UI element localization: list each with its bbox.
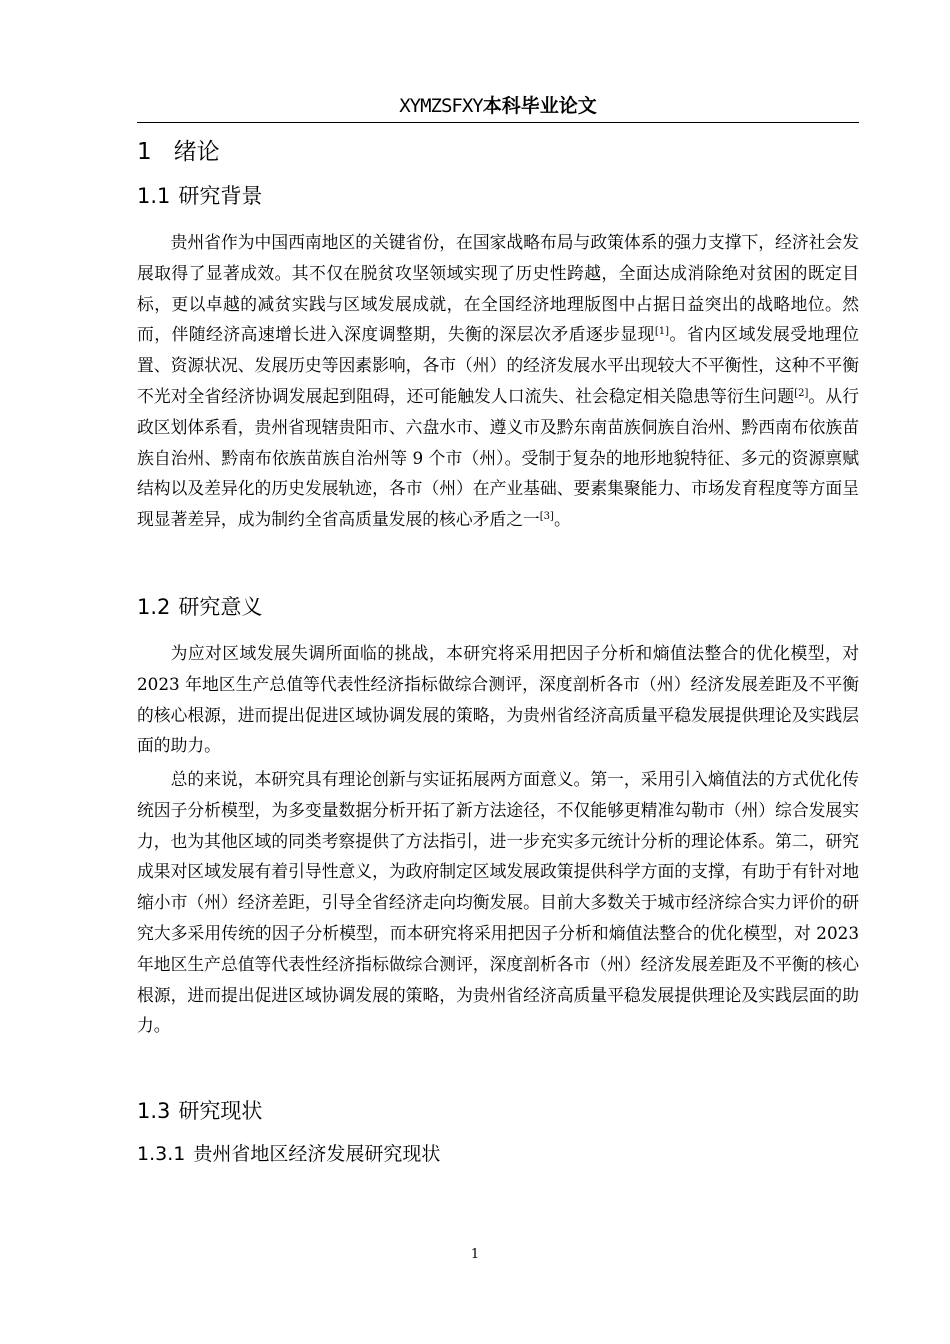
paragraph-text: 总的来说，本研究具有理论创新与实证拓展两方面意义。第一，采用引入熵值法的方式优化传统因子分析模型，为多变量数据分析开拓了新方法途径，不仅能够更精准勾勒市（州）综合发展实力，也为其他区域的同类考察提供了方法指引，进一步充实多元统计分析的理论体系。第二，研究成果对区域发展有着引导性意义，为政府制定区域发展政策提供科学方面的支撑，有助于有针对地缩小市（州）经济差距，引导全省经济走向均衡发展。目前大多数关于城市经济综合实力评价的研究大多采用传统的因子分析模型，而本研究将采用把因子分析和熵值法整合的优化模型，对 2023 年地区生产总值等代表性经济指标做综合测评，深度剖析各市（州）经济发展差距及不平衡的核心根源，进而提出促进区域协调发展的策略，为贵州省经济高质量平稳发展提供理论及实践层面的助力。 bbox=[137, 769, 859, 1036]
page-number: 1 bbox=[470, 1247, 480, 1262]
citation-ref-2: [2] bbox=[794, 387, 809, 399]
significance-paragraph-1 bbox=[137, 638, 859, 761]
subsection-title: 贵州省地区经济发展研究现状 bbox=[193, 1143, 441, 1165]
section-title: 研究意义 bbox=[178, 595, 263, 619]
paragraph-text: 贵州省作为中国西南地区的关键省份，在国家战略布局与政策体系的强力支撑下，经济社会发展取得了显著成效。其不仅在脱贫攻坚领域实现了历史性跨越，全面达成消除绝对贫困的既定目标，更以卓越的减贫实践与区域发展成就，在全国经济地理版图中占据日益突出的战略地位。然而，伴随经济高速增长进入深度调整期，失衡的深层次矛盾逐步显现 bbox=[137, 232, 859, 345]
chapter-number: 1 bbox=[137, 139, 152, 165]
section-heading-1-3 bbox=[137, 1096, 262, 1126]
header-school-code: XYMZSFXY bbox=[399, 95, 483, 117]
section-number: 1.1 bbox=[137, 184, 171, 208]
paragraph-text: 为应对区域发展失调所面临的挑战，本研究将采用把因子分析和熵值法整合的优化模型，对 2023 年地区生产总值等代表性经济指标做综合测评，深度剖析各市（州）经济发展差距及不平衡的核心根源，进而提出促进区域协调发展的策略，为贵州省经济高质量平稳发展提供理论及实践层面的助力。 bbox=[137, 643, 859, 756]
paragraph-text: 。从行政区划体系看，贵州省现辖贵阳市、六盘水市、遵义市及黔东南苗族侗族自治州、黔西南布依族苗族自治州、黔南布依族苗族自治州等 9 个市（州）。受制于复杂的地形地貌特征、多元的资源禀赋结构以及差异化的历史发展轨迹，各市（州）在产业基础、要素集聚能力、市场发育程度等方面呈现显著差异，成为制约全省高质量发展的核心矛盾之一 bbox=[137, 385, 859, 530]
section-number: 1.2 bbox=[137, 595, 171, 619]
citation-ref-3: [3] bbox=[539, 511, 554, 523]
section-title: 研究现状 bbox=[178, 1099, 263, 1123]
chapter-heading bbox=[137, 136, 220, 168]
section-number: 1.3 bbox=[137, 1099, 171, 1123]
section-heading-1-1 bbox=[137, 181, 262, 211]
section-title: 研究背景 bbox=[178, 184, 263, 208]
chapter-title: 绪论 bbox=[173, 139, 220, 165]
background-paragraph bbox=[137, 227, 859, 535]
citation-ref-1: [1] bbox=[654, 326, 670, 338]
paragraph-text: 。 bbox=[553, 509, 571, 530]
significance-paragraph-2 bbox=[137, 764, 859, 1041]
subsection-heading-1-3-1 bbox=[137, 1140, 440, 1168]
subsection-number: 1.3.1 bbox=[137, 1143, 186, 1165]
header-thesis-label: 本科毕业论文 bbox=[482, 95, 597, 117]
section-heading-1-2 bbox=[137, 592, 262, 622]
page-header bbox=[137, 92, 859, 123]
paragraph-text: 。省内区域发展受地理位置、资源状况、发展历史等因素影响，各市（州）的经济发展水平出现较大不平衡性，这种不平衡不光对全省经济协调发展起到阻碍，还可能触发人口流失、社会稳定相关隐患等衍生问题 bbox=[137, 324, 859, 406]
